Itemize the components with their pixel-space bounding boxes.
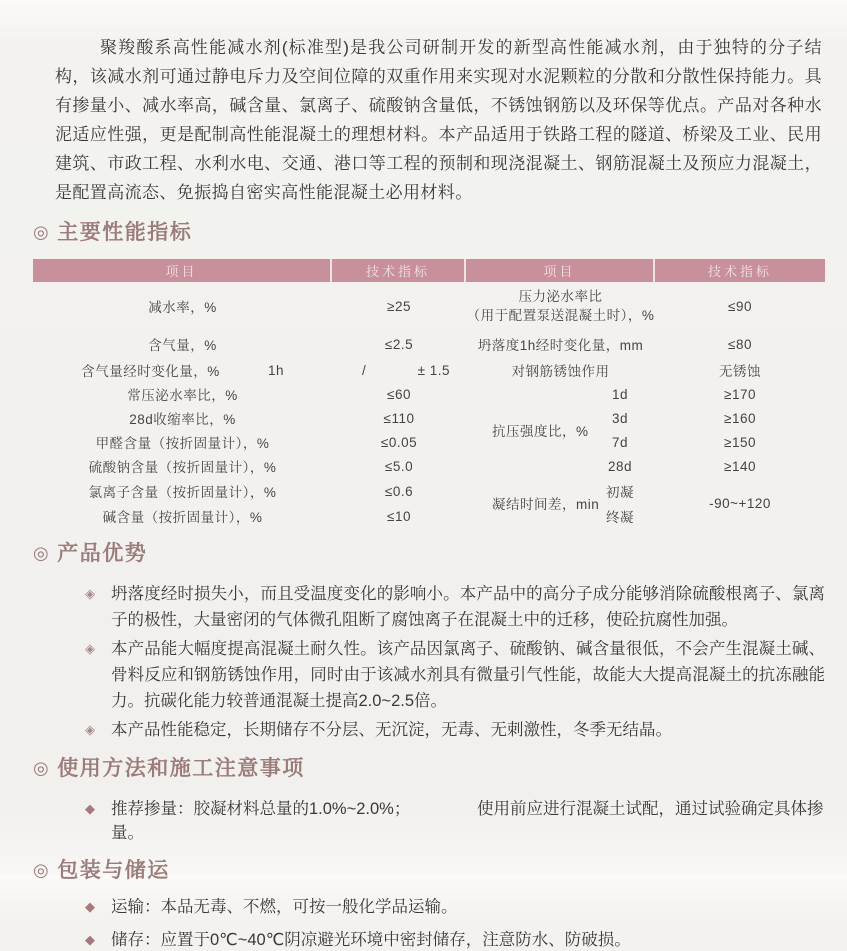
row-label: 甲醛含量（按折固量计），%: [95, 436, 270, 451]
row-label-line1: 压力泌水率比: [518, 289, 603, 304]
usage-dosage-line: [85, 797, 825, 845]
age-label: 1d: [611, 386, 629, 402]
row-label: 坍落度1h经时变化量，mm: [477, 338, 644, 353]
diamond-bullet-icon: ◈: [85, 722, 95, 737]
list-item: [85, 896, 825, 918]
setting-sub-column: [603, 478, 637, 528]
row-label: 碱含量（按折固量计），%: [102, 510, 263, 525]
strength-group-cell: [466, 382, 655, 478]
row-label-with-sub: [33, 358, 332, 382]
row-label: 28d收缩率比，%: [129, 412, 236, 427]
row-value: ± 1.5: [417, 362, 450, 378]
section-marker-icon: ◎: [33, 221, 51, 242]
group-label: 抗压强度比，%: [492, 424, 589, 439]
usage-note-text: 使用前应进行混凝土试配，通过试验确定具体掺量。: [111, 800, 824, 842]
list-item-text: 储存：应置于0℃~40℃阴凉避光环境中密封储存，注意防水、防破损。: [111, 931, 631, 949]
slash-separator: /: [362, 362, 367, 378]
row-value: -90~+120: [709, 495, 771, 511]
table-header-spec-right: 技术指标: [655, 259, 825, 282]
list-item: [85, 636, 825, 714]
setting-sub-label: 终凝: [606, 509, 634, 525]
packing-list: [85, 896, 825, 951]
strength-age-column: [603, 382, 637, 478]
row-value: ≥170: [724, 386, 756, 402]
diamond-bullet-icon: ◈: [85, 586, 95, 601]
list-item: [85, 581, 825, 633]
row-sub-label: 1h: [268, 362, 285, 378]
table-header-item-right: 项目: [466, 259, 655, 282]
section-title-text: 包装与储运: [57, 859, 170, 882]
section-title-text: 产品优势: [57, 542, 148, 565]
advantages-list: [85, 581, 825, 743]
list-item: [85, 717, 825, 743]
diamond-bullet-icon: ◆: [85, 801, 95, 816]
row-label: 减水率，%: [148, 300, 217, 315]
section-marker-icon: ◎: [33, 542, 51, 563]
diamond-bullet-icon: ◆: [85, 899, 95, 914]
age-label: 7d: [611, 434, 629, 450]
list-item-text: 本产品能大幅度提高混凝土耐久性。该产品因氯离子、硫酸钠、碱含量很低，不会产生混凝土碱、骨料反应和钢筋锈蚀作用，同时由于该减水剂具有微量引气性能，故能大大提高混凝土的抗冻融能力。抗碳化能力较普通混凝土提高2.0~2.5倍。: [111, 640, 825, 710]
row-label: 含气量，%: [148, 338, 217, 353]
section-title-performance: [33, 216, 847, 246]
row-value: ≤5.0: [384, 458, 414, 474]
row-value-split: [332, 358, 466, 382]
row-value: ≥160: [724, 410, 756, 426]
table-header-spec-left: 技术指标: [332, 259, 466, 282]
row-value: ≤80: [728, 336, 752, 352]
dosage-text: 推荐掺量：胶凝材料总量的1.0%~2.0%；: [111, 800, 411, 818]
row-label: 对钢筋锈蚀作用: [511, 364, 610, 379]
row-label: 硫酸钠含量（按折固量计），%: [88, 460, 277, 475]
setting-sub-label: 初凝: [606, 484, 634, 500]
section-title-usage: [33, 752, 847, 782]
intro-paragraph: 聚羧酸系高性能减水剂(标准型)是我公司研制开发的新型高性能减水剂，由于独特的分子结构，该减水剂可通过静电斥力及空间位障的双重作用来实现对水泥颗粒的分散和分散性保持能力。具有掺量小、减水率高，碱含量、氯离子、硫酸钠含量低，不锈蚀钢筋以及环保等优点。产品对各种水泥适应性强，更是配制高性能混凝土的理想材料。本产品适用于铁路工程的隧道、桥梁及工业、民用建筑、市政工程、水利水电、交通、港口等工程的预制和现浇混凝土、钢筋混凝土及预应力混凝土，是配置高流态、免振捣自密实高性能混凝土必用材料。: [55, 38, 822, 202]
diamond-bullet-icon: ◈: [85, 641, 95, 656]
row-label: 氯离子含量（按折固量计），%: [88, 485, 277, 500]
section-title-packing: [33, 854, 847, 884]
row-label-line2: （用于配置泵送混凝土时），%: [466, 308, 655, 323]
row-value: ≤110: [383, 410, 415, 426]
list-item-text: 本产品性能稳定，长期储存不分层、无沉淀，无毒、无刺激性，冬季无结晶。: [111, 721, 672, 739]
age-label: 28d: [607, 458, 633, 474]
section-marker-icon: ◎: [33, 757, 51, 778]
row-label: 含气量经时变化量，%: [81, 364, 220, 379]
row-value: ≤2.5: [384, 336, 414, 352]
row-value: 无锈蚀: [719, 364, 761, 379]
section-title-text: 主要性能指标: [57, 221, 193, 244]
section-title-text: 使用方法和施工注意事项: [57, 757, 305, 780]
row-value: ≤0.6: [384, 483, 414, 499]
row-value: ≤10: [387, 508, 411, 524]
diamond-bullet-icon: ◆: [85, 932, 95, 947]
age-label: 3d: [611, 410, 629, 426]
row-label-two-line: [466, 282, 655, 330]
setting-group-cell: [466, 478, 655, 528]
group-label: 凝结时间差，min: [492, 497, 600, 512]
section-title-advantages: [33, 537, 847, 567]
table-header-item-left: 项目: [33, 259, 332, 282]
list-item: [85, 929, 825, 951]
row-value: ≥140: [724, 458, 756, 474]
performance-table: [33, 259, 825, 528]
row-value: ≤60: [387, 386, 411, 402]
list-item-text: 运输：本品无毒、不燃，可按一般化学品运输。: [111, 898, 458, 916]
section-marker-icon: ◎: [33, 859, 51, 880]
row-value: ≤0.05: [380, 434, 418, 450]
row-value: ≥150: [724, 434, 756, 450]
row-value: ≥25: [387, 298, 411, 314]
row-label: 常压泌水率比，%: [127, 388, 238, 403]
row-value: ≤90: [728, 298, 752, 314]
list-item-text: 坍落度经时损失小，而且受温度变化的影响小。本产品中的高分子成分能够消除硫酸根离子、氯离子的极性，大量密闭的气体微孔阻断了腐蚀离子在混凝土中的迁移，使砼抗腐性加强。: [111, 585, 825, 629]
